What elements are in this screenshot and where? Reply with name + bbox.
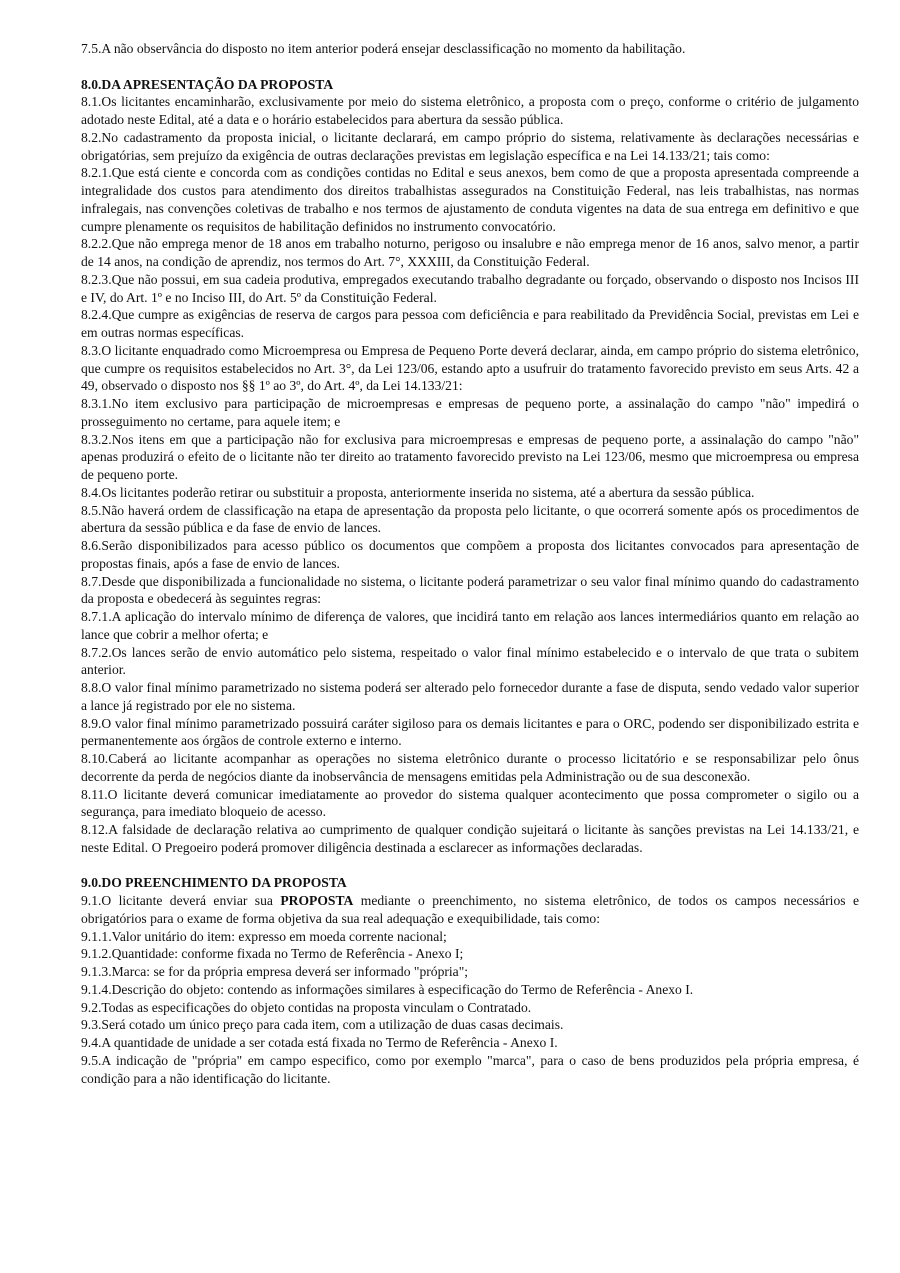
paragraph: 8.3.2.Nos itens em que a participação não for exclusiva para microempresas e empresas de pequeno porte, a assinalação do campo "não" apenas produzirá o efeito de o licitante não ter direito ao tratamento favorecido previsto na Lei 123/06, mesmo que microempresa ou empresa de pequeno porte. xyxy=(81,431,859,482)
paragraph: 8.1.Os licitantes encaminharão, exclusivamente por meio do sistema eletrônico, a proposta com o preço, conforme o critério de julgamento adotado neste Edital, até a data e o horário estabelecidos para abertura da sessão pública. xyxy=(81,94,859,127)
paragraph: 9.5.A indicação de "própria" em campo especifico, como por exemplo "marca", para o caso de bens produzidos pela própria empresa, é condição para a não identificação do licitante. xyxy=(81,1052,859,1086)
text: mediante o preenchimento, no sistema eletrônico, de todos os campos necessários e obrigatórios para o exame de forma objetiva da sua real adequação e exequibilidade, tais como: xyxy=(81,893,859,926)
section-9-body xyxy=(81,928,859,1088)
paragraph: 9.3.Será cotado um único preço para cada item, com a utilização de duas casas decimais. xyxy=(81,1017,564,1033)
spacer xyxy=(81,58,859,76)
paragraph: 8.6.Serão disponibilizados para acesso público os documentos que compõem a proposta dos licitantes convocados para apresentação de propostas finais, após a fase de envio de lances. xyxy=(81,538,859,571)
paragraph: 8.2.3.Que não possui, em sua cadeia produtiva, empregados executando trabalho degradante ou forçado, observando o disposto nos Incisos III e IV, do Art. 1º e no Inciso III, do Art. 5º da Constituição Federal. xyxy=(81,271,859,305)
paragraph: 8.12.A falsidade de declaração relativa ao cumprimento de qualquer condição sujeitará o licitante às sanções previstas na Lei 14.133/21, e neste Edital. O Pregoeiro poderá promover diligência destinada a esclarecer as informações declaradas. xyxy=(81,822,859,855)
paragraph: 8.2.No cadastramento da proposta inicial, o licitante declarará, em campo próprio do sistema, relativamente às declarações necessárias e obrigatórias, sem prejuízo da exigência de outras declarações previstas em legislação específica e na Lei 14.133/21; tais como: xyxy=(81,129,859,163)
paragraph: 8.7.1.A aplicação do intervalo mínimo de diferença de valores, que incidirá tanto em relação aos lances intermediários quanto em relação ao lance que cobrir a melhor oferta; e xyxy=(81,609,859,642)
paragraph: 8.7.Desde que disponibilizada a funcionalidade no sistema, o licitante poderá parametrizar o seu valor final mínimo quando do cadastramento da proposta e obedecerá às seguintes regras: xyxy=(81,573,859,607)
paragraph: 8.3.O licitante enquadrado como Microempresa ou Empresa de Pequeno Porte deverá declarar, ainda, em campo próprio do sistema eletrônico, que cumpre os requisitos estabelecidos no Art. 3°, da Lei 123/06, estando apto a usufruir do tratamento favorecido previsto em seus Arts. 42 a 49, observado o disposto nos §§ 1º ao 3º, do Art. 4º, da Lei 14.133/21: xyxy=(81,342,859,394)
paragraph: 8.4.Os licitantes poderão retirar ou substituir a proposta, anteriormente inserida no sistema, até a abertura da sessão pública. xyxy=(81,484,755,500)
paragraph: 9.1.4.Descrição do objeto: contendo as informações similares à especificação do Termo de Referência - Anexo I. xyxy=(81,981,694,997)
paragraph: 9.4.A quantidade de unidade a ser cotada está fixada no Termo de Referência - Anexo I. xyxy=(81,1035,558,1050)
paragraph-9-1 xyxy=(81,892,859,928)
paragraph: 9.1.3.Marca: se for da própria empresa deverá ser informado "própria"; xyxy=(81,964,469,979)
paragraph: 8.7.2.Os lances serão de envio automático pelo sistema, respeitado o valor final mínimo estabelecido e o intervalo de que trata o subitem anterior. xyxy=(81,644,859,678)
paragraph: 9.1.1.Valor unitário do item: expresso em moeda corrente nacional; xyxy=(81,928,447,944)
section-8-title: 8.0.DA APRESENTAÇÃO DA PROPOSTA xyxy=(81,76,334,92)
paragraph: 8.11.O licitante deverá comunicar imediatamente ao provedor do sistema qualquer acontecimento que possa comprometer o sigilo ou a segurança, para imediato bloqueio de acesso. xyxy=(81,786,859,820)
paragraph: 8.8.O valor final mínimo parametrizado no sistema poderá ser alterado pelo fornecedor durante a fase de disputa, sendo vedado valor superior a lance já registrado por ele no sistema. xyxy=(81,680,859,713)
paragraph: 9.1.2.Quantidade: conforme fixada no Termo de Referência - Anexo I; xyxy=(81,946,464,962)
spacer xyxy=(81,857,859,875)
document-page xyxy=(81,40,859,1087)
paragraph: 8.9.O valor final mínimo parametrizado possuirá caráter sigiloso para os demais licitantes e para o ORC, podendo ser disponibilizado estrita e permanentemente aos órgãos de controle externo e interno. xyxy=(81,715,859,749)
paragraph: 9.2.Todas as especificações do objeto contidas na proposta vinculam o Contratado. xyxy=(81,999,532,1015)
paragraph-7-5: 7.5.A não observância do disposto no item anterior poderá ensejar desclassificação no momento da habilitação. xyxy=(81,41,686,56)
paragraph: 8.10.Caberá ao licitante acompanhar as operações no sistema eletrônico durante o processo licitatório e se responsabilizar pelo ônus decorrente da perda de negócios diante da inobservância de mensagens emitidas pela Administração ou de sua desconexão. xyxy=(81,751,859,784)
paragraph: 8.5.Não haverá ordem de classificação na etapa de apresentação da proposta pelo licitante, o que ocorrerá somente após os procedimentos de abertura da sessão pública e da fase de envio de lances. xyxy=(81,502,859,536)
text: 9.1.O licitante deverá enviar sua xyxy=(81,893,281,908)
bold-text: PROPOSTA xyxy=(280,893,354,908)
paragraph: 8.2.2.Que não emprega menor de 18 anos em trabalho noturno, perigoso ou insalubre e não emprega menor de 16 anos, salvo menor, a partir de 14 anos, na condição de aprendiz, nos termos do Art. 7°, XXXIII, da Constituição Federal. xyxy=(81,236,859,269)
paragraph: 8.3.1.No item exclusivo para participação de microempresas e empresas de pequeno porte, a assinalação do campo "não" impedirá o prosseguimento no certame, para aquele item; e xyxy=(81,396,859,429)
paragraph: 8.2.4.Que cumpre as exigências de reserva de cargos para pessoa com deficiência e para reabilitado da Previdência Social, previstas em Lei e em outras normas específicas. xyxy=(81,307,859,340)
paragraph: 8.2.1.Que está ciente e concorda com as condições contidas no Edital e seus anexos, bem como de que a proposta apresentada compreende a integralidade dos custos para atendimento dos direitos trabalhistas assegurados na Constituição Federal, nas leis trabalhistas, nas normas infralegais, nas convenções coletivas de trabalho e nos termos de ajustamento de conduta vigentes na data de sua entrega em definitivo e que cumpre plenamente os requisitos de habilitação definidos no instrumento convocatório. xyxy=(81,165,859,234)
section-9-title: 9.0.DO PREENCHIMENTO DA PROPOSTA xyxy=(81,875,347,891)
section-8-body xyxy=(81,93,859,856)
